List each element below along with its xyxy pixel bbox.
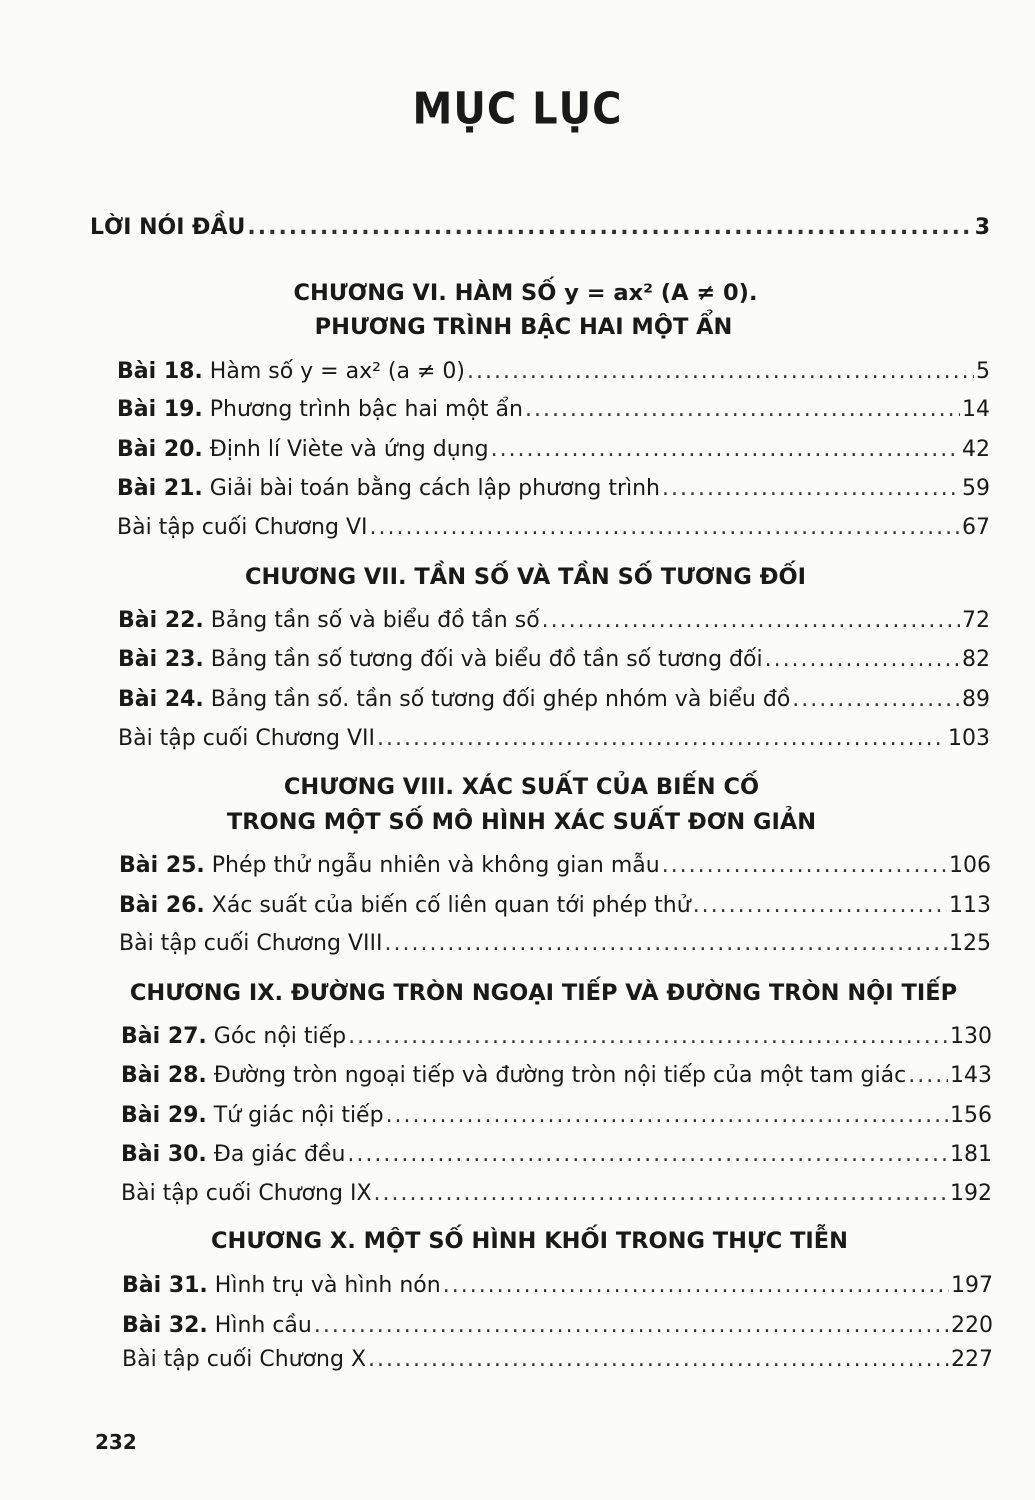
lesson-number: Bài 20.	[117, 437, 203, 462]
toc-entry[interactable]	[117, 396, 990, 424]
leader-dots	[693, 892, 947, 920]
entry-label	[119, 930, 382, 958]
entry-label	[118, 725, 375, 753]
leader-dots	[542, 607, 960, 635]
entry-label	[117, 475, 660, 503]
toc-entry[interactable]	[121, 1023, 992, 1051]
leader-dots	[377, 725, 946, 753]
lesson-title: Bảng tần số. tần số tương đối ghép nhóm và biểu đồ	[203, 687, 791, 712]
entry-page: 5	[976, 359, 990, 384]
entry-label	[122, 1346, 366, 1374]
toc-entry[interactable]	[118, 607, 990, 635]
lesson-title: Hàm số y = ax² (a ≠ 0)	[202, 359, 465, 384]
entry-page: 113	[949, 893, 991, 918]
lesson-title: Phép thử ngẫu nhiên và không gian mẫu	[204, 853, 660, 878]
entry-page: 156	[950, 1103, 992, 1128]
toc-entry[interactable]	[121, 1141, 992, 1169]
leader-dots	[247, 214, 972, 242]
leader-dots	[374, 1180, 948, 1208]
lesson-title: Xác suất của biến cố liên quan tới phép thử	[204, 893, 691, 918]
entry-label	[121, 1180, 372, 1208]
lesson-number: Bài 22.	[118, 608, 204, 633]
leader-dots	[314, 1312, 949, 1340]
leader-dots	[386, 1102, 948, 1130]
leader-dots	[347, 1141, 948, 1169]
lesson-number: Bài 28.	[121, 1063, 207, 1088]
lesson-title: Bài tập cuối Chương VIII	[119, 931, 383, 956]
entry-page: 14	[962, 397, 990, 422]
lesson-number: Bài 32.	[122, 1313, 208, 1338]
toc-entry[interactable]	[117, 514, 990, 542]
entry-label	[119, 852, 660, 880]
lesson-number: Bài 30.	[121, 1142, 207, 1167]
lesson-number: Bài 31.	[122, 1273, 208, 1298]
toc-entry[interactable]	[117, 475, 990, 503]
lesson-number: Bài 19.	[117, 397, 203, 422]
leader-dots	[370, 514, 961, 542]
leader-dots	[443, 1272, 949, 1300]
leader-dots	[662, 852, 947, 880]
lesson-number: Bài 23.	[118, 647, 204, 672]
entry-label	[118, 646, 763, 674]
lesson-title: Bài tập cuối Chương IX	[121, 1181, 372, 1206]
lesson-number: Bài 25.	[119, 853, 205, 878]
chapter-heading: CHƯƠNG VIII. XÁC SUẤT CỦA BIẾN CỐ	[283, 774, 760, 800]
chapter-heading: CHƯƠNG X. MỘT SỐ HÌNH KHỐI TRONG THỰC TIỄN	[211, 1228, 848, 1254]
page-number: 232	[95, 1430, 137, 1454]
entry-page: 3	[974, 215, 990, 240]
leader-dots	[348, 1023, 948, 1051]
leader-dots	[908, 1062, 948, 1090]
lesson-title: Bài tập cuối Chương X	[122, 1347, 367, 1372]
entry-page: 197	[951, 1273, 993, 1298]
entry-label	[117, 514, 368, 542]
lesson-title: Hình trụ và hình nón	[207, 1273, 441, 1298]
chapter-heading: CHƯƠNG VI. HÀM SỐ y = ax² (A ≠ 0).	[293, 280, 758, 306]
entry-page: 72	[962, 608, 990, 633]
entry-page: 143	[950, 1063, 992, 1088]
entry-label: LỜI NÓI ĐẦU	[90, 215, 246, 240]
lesson-title: Bài tập cuối Chương VI	[117, 515, 368, 540]
page-title: MỤC LỤC	[412, 83, 623, 135]
entry-page: 103	[948, 726, 990, 751]
lesson-number: Bài 21.	[117, 476, 203, 501]
lesson-number: Bài 26.	[119, 893, 205, 918]
lesson-number: Bài 27.	[121, 1024, 207, 1049]
lesson-title: Định lí Viète và ứng dụng	[202, 437, 489, 462]
chapter-heading: PHƯƠNG TRÌNH BẬC HAI MỘT ẨN	[314, 314, 733, 340]
chapter-heading: CHƯƠNG IX. ĐƯỜNG TRÒN NGOẠI TIẾP VÀ ĐƯỜNG TRÒN NỘI TIẾP	[129, 980, 958, 1006]
entry-page: 82	[962, 647, 990, 672]
entry-page: 192	[950, 1181, 992, 1206]
leader-dots	[662, 475, 960, 503]
entry-label	[121, 1102, 384, 1130]
entry-label	[121, 1023, 346, 1051]
entry-label	[121, 1141, 345, 1169]
toc-entry-preface[interactable]	[90, 214, 990, 242]
entry-page: 59	[962, 476, 990, 501]
leader-dots	[467, 358, 974, 386]
entry-label	[117, 396, 523, 424]
lesson-title: Đường tròn ngoại tiếp và đường tròn nội tiếp của một tam giác	[206, 1063, 907, 1088]
lesson-number: Bài 29.	[121, 1103, 207, 1128]
toc-entry[interactable]	[119, 852, 991, 880]
lesson-number: Bài 18.	[117, 359, 203, 384]
toc-entry[interactable]	[119, 930, 991, 958]
entry-label	[117, 358, 465, 386]
leader-dots	[525, 396, 960, 424]
entry-page: 125	[949, 931, 991, 956]
entry-page: 106	[949, 853, 991, 878]
entry-page: 130	[950, 1024, 992, 1049]
leader-dots	[491, 436, 960, 464]
toc-entry[interactable]	[118, 686, 990, 714]
entry-label	[118, 607, 540, 635]
lesson-title: Bảng tần số tương đối và biểu đồ tần số tương đối	[203, 647, 763, 672]
entry-page: 181	[950, 1142, 992, 1167]
toc-entry[interactable]	[122, 1312, 993, 1340]
toc-entry[interactable]	[121, 1180, 992, 1208]
lesson-title: Góc nội tiếp	[206, 1024, 347, 1049]
entry-page: 227	[951, 1347, 993, 1372]
leader-dots	[765, 646, 960, 674]
entry-page: 67	[962, 515, 990, 540]
toc-entry[interactable]	[117, 436, 990, 464]
lesson-title: Hình cầu	[207, 1313, 312, 1338]
chapter-heading: CHƯƠNG VII. TẦN SỐ VÀ TẦN SỐ TƯƠNG ĐỐI	[244, 564, 807, 590]
leader-dots	[368, 1346, 949, 1374]
toc-entry[interactable]	[118, 646, 990, 674]
toc-entry[interactable]	[122, 1272, 993, 1300]
lesson-title: Giải bài toán bằng cách lập phương trình	[202, 476, 660, 501]
entry-label	[121, 1062, 906, 1090]
toc-entry[interactable]	[122, 1346, 993, 1374]
leader-dots	[792, 686, 960, 714]
lesson-title: Bài tập cuối Chương VII	[118, 726, 375, 751]
entry-page: 42	[962, 437, 990, 462]
lesson-title: Phương trình bậc hai một ẩn	[202, 397, 523, 422]
entry-label	[119, 892, 691, 920]
lesson-number: Bài 24.	[118, 687, 204, 712]
toc-entry[interactable]	[119, 892, 991, 920]
entry-label	[122, 1272, 441, 1300]
entry-page: 220	[951, 1313, 993, 1338]
lesson-title: Tứ giác nội tiếp	[206, 1103, 384, 1128]
chapter-heading: TRONG MỘT SỐ MÔ HÌNH XÁC SUẤT ĐƠN GIẢN	[226, 809, 817, 835]
toc-entry[interactable]	[121, 1062, 992, 1090]
toc-entry[interactable]	[117, 358, 990, 386]
entry-label	[118, 686, 790, 714]
toc-entry[interactable]	[118, 725, 990, 753]
entry-label	[117, 436, 489, 464]
leader-dots	[384, 930, 947, 958]
entry-label	[122, 1312, 312, 1340]
entry-page: 89	[962, 687, 990, 712]
lesson-title: Bảng tần số và biểu đồ tần số	[203, 608, 540, 633]
lesson-title: Đa giác đều	[206, 1142, 346, 1167]
toc-entry[interactable]	[121, 1102, 992, 1130]
